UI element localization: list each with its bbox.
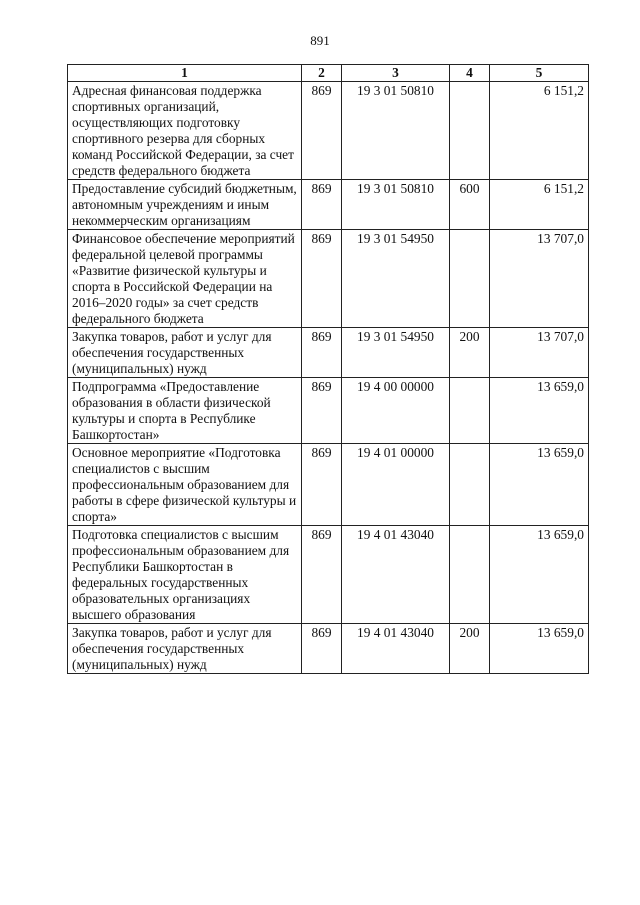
cell-department: 869 (302, 624, 342, 674)
page-number: 891 (310, 33, 330, 48)
cell-department: 869 (302, 444, 342, 526)
column-header-expense-type: 4 (450, 65, 490, 82)
cell-target-article: 19 3 01 54950 (342, 230, 450, 328)
cell-department: 869 (302, 378, 342, 444)
column-header-name: 1 (68, 65, 302, 82)
cell-sum: 13 707,0 (490, 230, 589, 328)
cell-sum: 13 659,0 (490, 624, 589, 674)
cell-name: Финансовое обеспечение мероприятий федеральной целевой программы «Развитие физической культуры и спорта в Российской Федерации на 2016–2020 годы» за счет средств федерального бюджета (68, 230, 302, 328)
cell-sum: 6 151,2 (490, 180, 589, 230)
cell-name: Адресная финансовая поддержка спортивных организаций, осуществляющих подготовку спортивного резерва для сборных команд Российской Федерации, за счет средств федерального бюджета (68, 82, 302, 180)
cell-target-article: 19 3 01 50810 (342, 82, 450, 180)
cell-sum: 13 707,0 (490, 328, 589, 378)
cell-expense-type (450, 82, 490, 180)
cell-name: Закупка товаров, работ и услуг для обеспечения государственных (муниципальных) нужд (68, 328, 302, 378)
cell-target-article: 19 4 01 00000 (342, 444, 450, 526)
cell-expense-type: 600 (450, 180, 490, 230)
cell-target-article: 19 3 01 54950 (342, 328, 450, 378)
table-row (68, 180, 589, 230)
table-row (68, 230, 589, 328)
table-row (68, 82, 589, 180)
cell-sum: 13 659,0 (490, 444, 589, 526)
cell-sum: 6 151,2 (490, 82, 589, 180)
cell-department: 869 (302, 328, 342, 378)
cell-department: 869 (302, 526, 342, 624)
cell-expense-type (450, 526, 490, 624)
budget-table (67, 64, 589, 674)
column-header-target-article: 3 (342, 65, 450, 82)
cell-expense-type (450, 230, 490, 328)
cell-department: 869 (302, 230, 342, 328)
column-header-sum: 5 (490, 65, 589, 82)
table-row (68, 444, 589, 526)
cell-sum: 13 659,0 (490, 378, 589, 444)
cell-target-article: 19 3 01 50810 (342, 180, 450, 230)
cell-target-article: 19 4 01 43040 (342, 526, 450, 624)
cell-name: Предоставление субсидий бюджетным, автономным учреждениям и иным некоммерческим организациям (68, 180, 302, 230)
cell-expense-type: 200 (450, 624, 490, 674)
table-row (68, 624, 589, 674)
table-row (68, 378, 589, 444)
cell-name: Подготовка специалистов с высшим профессиональным образованием для Республики Башкортостан в федеральных государственных образовательных организациях высшего образования (68, 526, 302, 624)
cell-name: Подпрограмма «Предоставление образования в области физической культуры и спорта в Республике Башкортостан» (68, 378, 302, 444)
cell-sum: 13 659,0 (490, 526, 589, 624)
cell-department: 869 (302, 82, 342, 180)
cell-department: 869 (302, 180, 342, 230)
cell-expense-type (450, 444, 490, 526)
cell-expense-type (450, 378, 490, 444)
cell-target-article: 19 4 00 00000 (342, 378, 450, 444)
cell-name: Закупка товаров, работ и услуг для обеспечения государственных (муниципальных) нужд (68, 624, 302, 674)
table-header-row (68, 65, 589, 82)
table-row (68, 328, 589, 378)
cell-target-article: 19 4 01 43040 (342, 624, 450, 674)
cell-name: Основное мероприятие «Подготовка специалистов с высшим профессиональным образованием для работы в сфере физической культуры и спорта» (68, 444, 302, 526)
cell-expense-type: 200 (450, 328, 490, 378)
table-row (68, 526, 589, 624)
column-header-department: 2 (302, 65, 342, 82)
